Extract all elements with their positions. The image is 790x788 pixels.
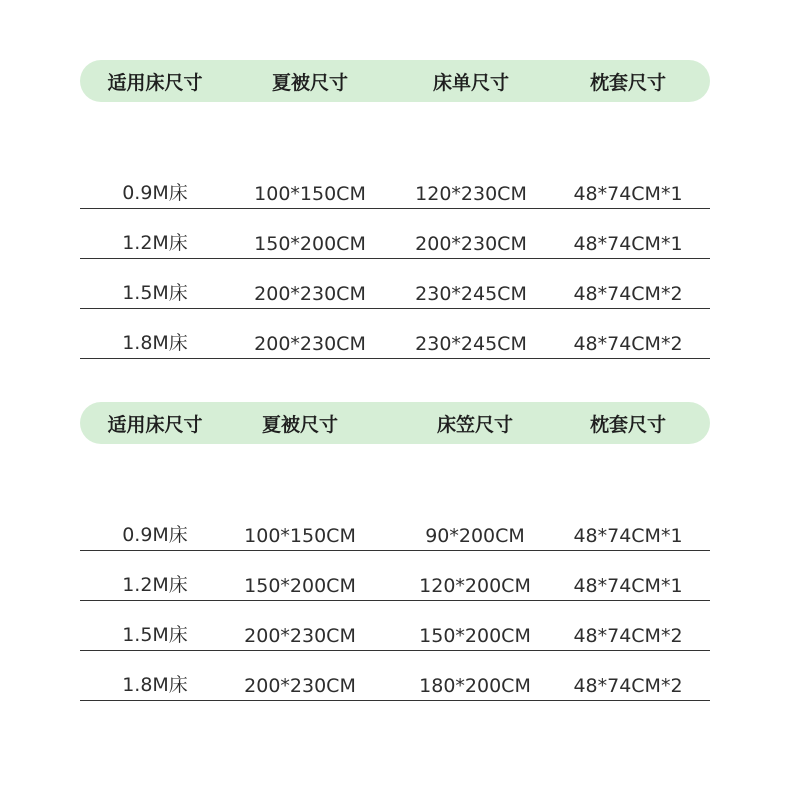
table-row [80,551,710,601]
cell-fitted-sheet-size: 90*200CM [425,525,525,547]
table-row [80,514,710,551]
header-quilt-size: 夏被尺寸 [271,71,348,94]
cell-quilt-size: 200*230CM [254,333,366,355]
cell-bed-size: 1.2M床 [122,232,188,254]
size-table-bedsheet [80,60,710,359]
cell-pillowcase-size: 48*74CM*1 [573,233,683,255]
cell-pillowcase-size: 48*74CM*2 [573,333,683,355]
header-quilt-size: 夏被尺寸 [261,413,338,436]
table-body [80,514,710,701]
cell-bed-size: 1.5M床 [122,282,188,304]
cell-quilt-size: 200*230CM [244,675,356,697]
size-table-fitted-sheet [80,402,710,701]
header-sheet-size: 床单尺寸 [432,71,509,94]
cell-sheet-size: 230*245CM [415,283,527,305]
table-header [80,60,710,102]
table-row [80,601,710,651]
cell-quilt-size: 150*200CM [244,575,356,597]
table-body [80,172,710,359]
cell-bed-size: 1.2M床 [122,574,188,596]
cell-pillowcase-size: 48*74CM*2 [573,625,683,647]
cell-pillowcase-size: 48*74CM*1 [573,575,683,597]
cell-quilt-size: 100*150CM [244,525,356,547]
cell-bed-size: 0.9M床 [122,182,188,204]
cell-quilt-size: 150*200CM [254,233,366,255]
table-row [80,172,710,209]
header-pillowcase-size: 枕套尺寸 [589,71,666,94]
header-pillowcase-size: 枕套尺寸 [589,413,666,436]
cell-pillowcase-size: 48*74CM*2 [573,283,683,305]
cell-bed-size: 1.8M床 [122,332,188,354]
table-header [80,402,710,444]
table-row [80,309,710,359]
table-row [80,259,710,309]
cell-fitted-sheet-size: 150*200CM [419,625,531,647]
cell-pillowcase-size: 48*74CM*1 [573,525,683,547]
table-row [80,209,710,259]
cell-bed-size: 1.5M床 [122,624,188,646]
cell-bed-size: 0.9M床 [122,524,188,546]
cell-quilt-size: 200*230CM [254,283,366,305]
cell-quilt-size: 100*150CM [254,183,366,205]
cell-fitted-sheet-size: 120*200CM [419,575,531,597]
cell-fitted-sheet-size: 180*200CM [419,675,531,697]
header-fitted-sheet-size: 床笠尺寸 [436,413,513,436]
cell-sheet-size: 200*230CM [415,233,527,255]
header-bed-size: 适用床尺寸 [107,71,203,94]
cell-pillowcase-size: 48*74CM*2 [573,675,683,697]
cell-sheet-size: 230*245CM [415,333,527,355]
cell-sheet-size: 120*230CM [415,183,527,205]
cell-pillowcase-size: 48*74CM*1 [573,183,683,205]
table-row [80,651,710,701]
header-bed-size: 适用床尺寸 [107,413,203,436]
cell-bed-size: 1.8M床 [122,674,188,696]
cell-quilt-size: 200*230CM [244,625,356,647]
